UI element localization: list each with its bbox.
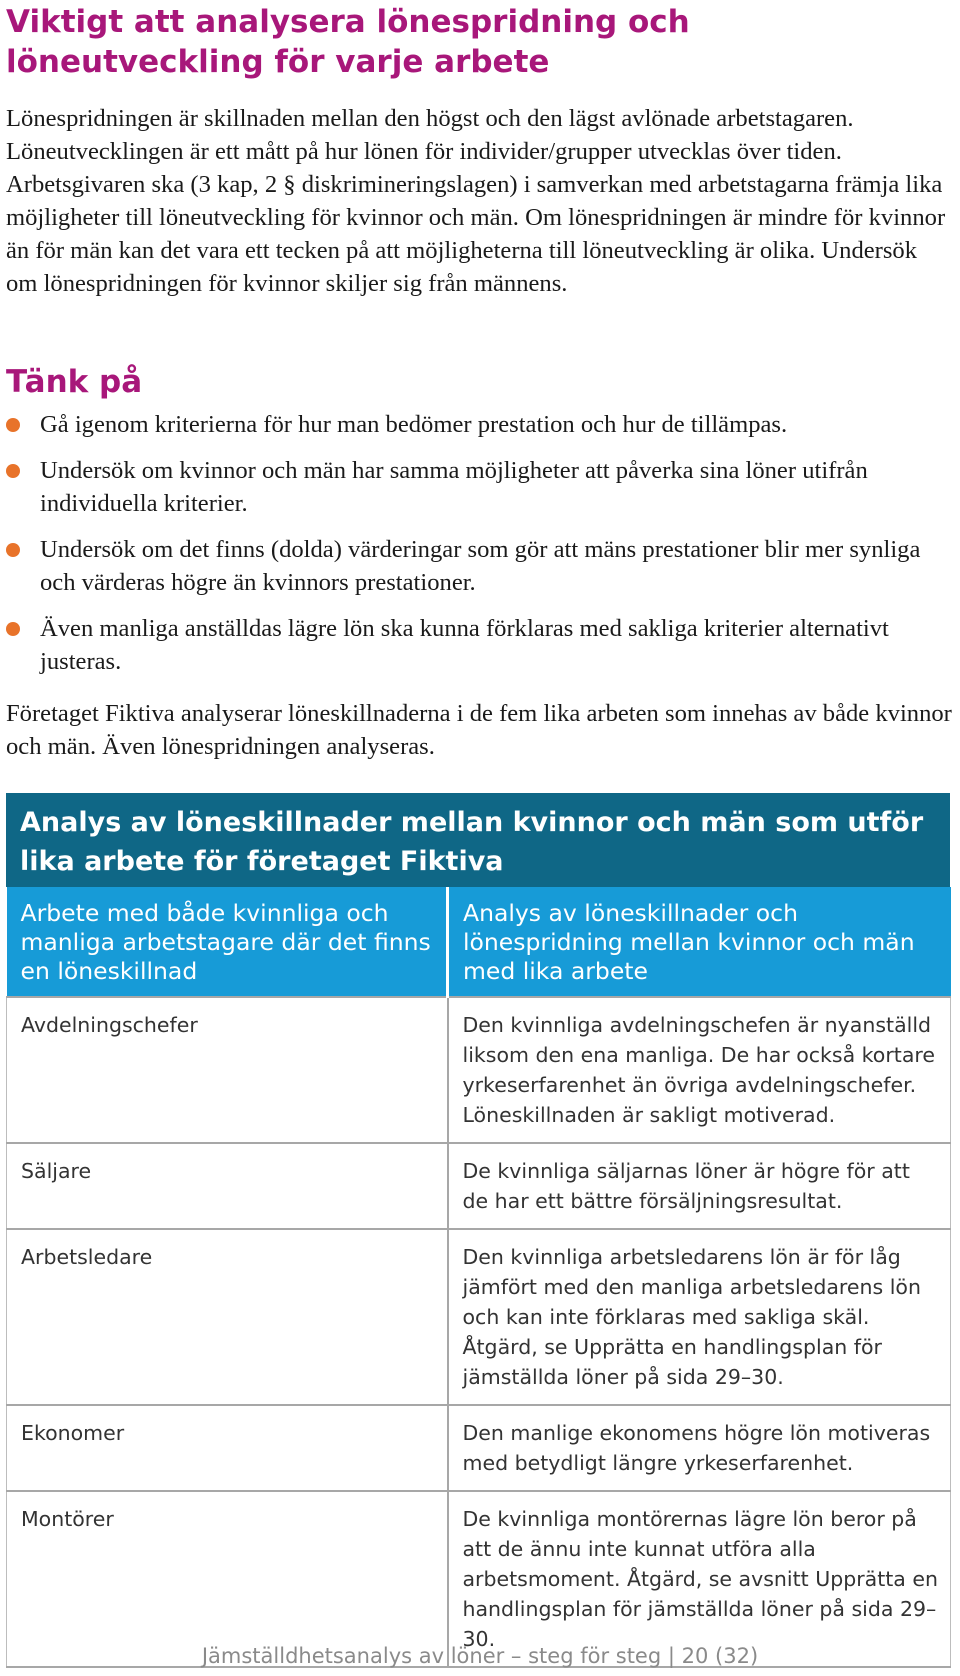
- table-title: Analys av löneskillnader mellan kvinnor och män som utför lika arbete för företaget Fiktiva: [6, 793, 950, 887]
- table-cell-job: Säljare: [7, 1143, 448, 1229]
- table-cell-analysis: Den manlige ekonomens högre lön motiveras med betydligt längre yrkeserfarenhet.: [448, 1405, 951, 1491]
- list-item-text: Gå igenom kriterierna för hur man bedömer prestation och hur de tillämpas.: [40, 411, 788, 438]
- page-number: 20 (32): [681, 1644, 759, 1668]
- table-cell-job: Ekonomer: [7, 1405, 448, 1491]
- list-item: [0, 533, 950, 599]
- think-list: [0, 408, 950, 691]
- table-row: [7, 997, 951, 1143]
- table-cell-job: Avdelningschefer: [7, 997, 448, 1143]
- table-row: [7, 1491, 951, 1667]
- table-cell-job: Montörer: [7, 1491, 448, 1667]
- think-heading: Tänk på: [6, 364, 143, 400]
- page-heading: Viktigt att analysera lönespridning och löneutveckling för varje arbete: [6, 4, 690, 80]
- column-header-job: Arbete med både kvinnliga och manliga arbetstagare där det finns en löneskillnad: [7, 887, 448, 997]
- list-item-text: Även manliga anställdas lägre lön ska kunna förklaras med sakliga kriterier alternativt justeras.: [40, 615, 889, 675]
- intro-paragraph: Lönespridningen är skillnaden mellan den högst och den lägst avlönade arbetstagaren. Löneutvecklingen är ett mått på hur lönen för individer/grupper utvecklas över tiden. Arbetsgivaren ska (3 kap, 2 § diskrimineringslagen) i samverkan med arbetstagarna främja lika möjligheter till löneutveckling för kvinnor och män. Om lönespridningen är mindre för kvinnor än för män kan det vara ett tecken på att möjligheterna till löneutveckling är olika. Undersök om lönespridningen för kvinnor skiljer sig från männens.: [6, 105, 946, 297]
- table-header-row: [7, 887, 951, 997]
- list-item: [0, 612, 950, 678]
- analysis-table: [6, 887, 951, 1668]
- analysis-table-box: [6, 793, 950, 1668]
- table-cell-job: Arbetsledare: [7, 1229, 448, 1405]
- list-item: [0, 454, 950, 520]
- footer-separator: |: [667, 1644, 675, 1668]
- column-header-analysis: Analys av löneskillnader och lönespridning mellan kvinnor och män med lika arbete: [448, 887, 951, 997]
- list-item: [0, 408, 950, 441]
- bullet-dot-icon: [6, 418, 20, 432]
- table-row: [7, 1405, 951, 1491]
- page-footer: [0, 1642, 960, 1670]
- footer-title: Jämställdhetsanalys av löner – steg för steg: [201, 1644, 662, 1668]
- outro-paragraph: Företaget Fiktiva analyserar löneskillnaderna i de fem lika arbeten som innehas av både kvinnor och män. Även lönespridningen analyseras.: [6, 700, 952, 760]
- list-item-text: Undersök om kvinnor och män har samma möjligheter att påverka sina löner utifrån individuella kriterier.: [40, 457, 868, 517]
- table-cell-analysis: De kvinnliga säljarnas löner är högre för att de har ett bättre försäljningsresultat.: [448, 1143, 951, 1229]
- bullet-dot-icon: [6, 543, 20, 557]
- bullet-dot-icon: [6, 622, 20, 636]
- table-row: [7, 1229, 951, 1405]
- table-cell-analysis: Den kvinnliga arbetsledarens lön är för låg jämfört med den manliga arbetsledarens lön och kan inte förklaras med sakliga skäl. Åtgärd, se Upprätta en handlingsplan för jämställda löner på sida 29–30.: [448, 1229, 951, 1405]
- list-item-text: Undersök om det finns (dolda) värderingar som gör att mäns prestationer blir mer synliga och värderas högre än kvinnors prestationer.: [40, 536, 921, 596]
- table-cell-analysis: De kvinnliga montörernas lägre lön beror på att de ännu inte kunnat utföra alla arbetsmoment. Åtgärd, se avsnitt Upprätta en handlingsplan för jämställda löner på sida 29–30.: [448, 1491, 951, 1667]
- table-row: [7, 1143, 951, 1229]
- table-cell-analysis: Den kvinnliga avdelningschefen är nyanställd liksom den ena manliga. De har också kortare yrkeserfarenhet än övriga avdelningschefer. Löneskillnaden är sakligt motiverad.: [448, 997, 951, 1143]
- bullet-dot-icon: [6, 464, 20, 478]
